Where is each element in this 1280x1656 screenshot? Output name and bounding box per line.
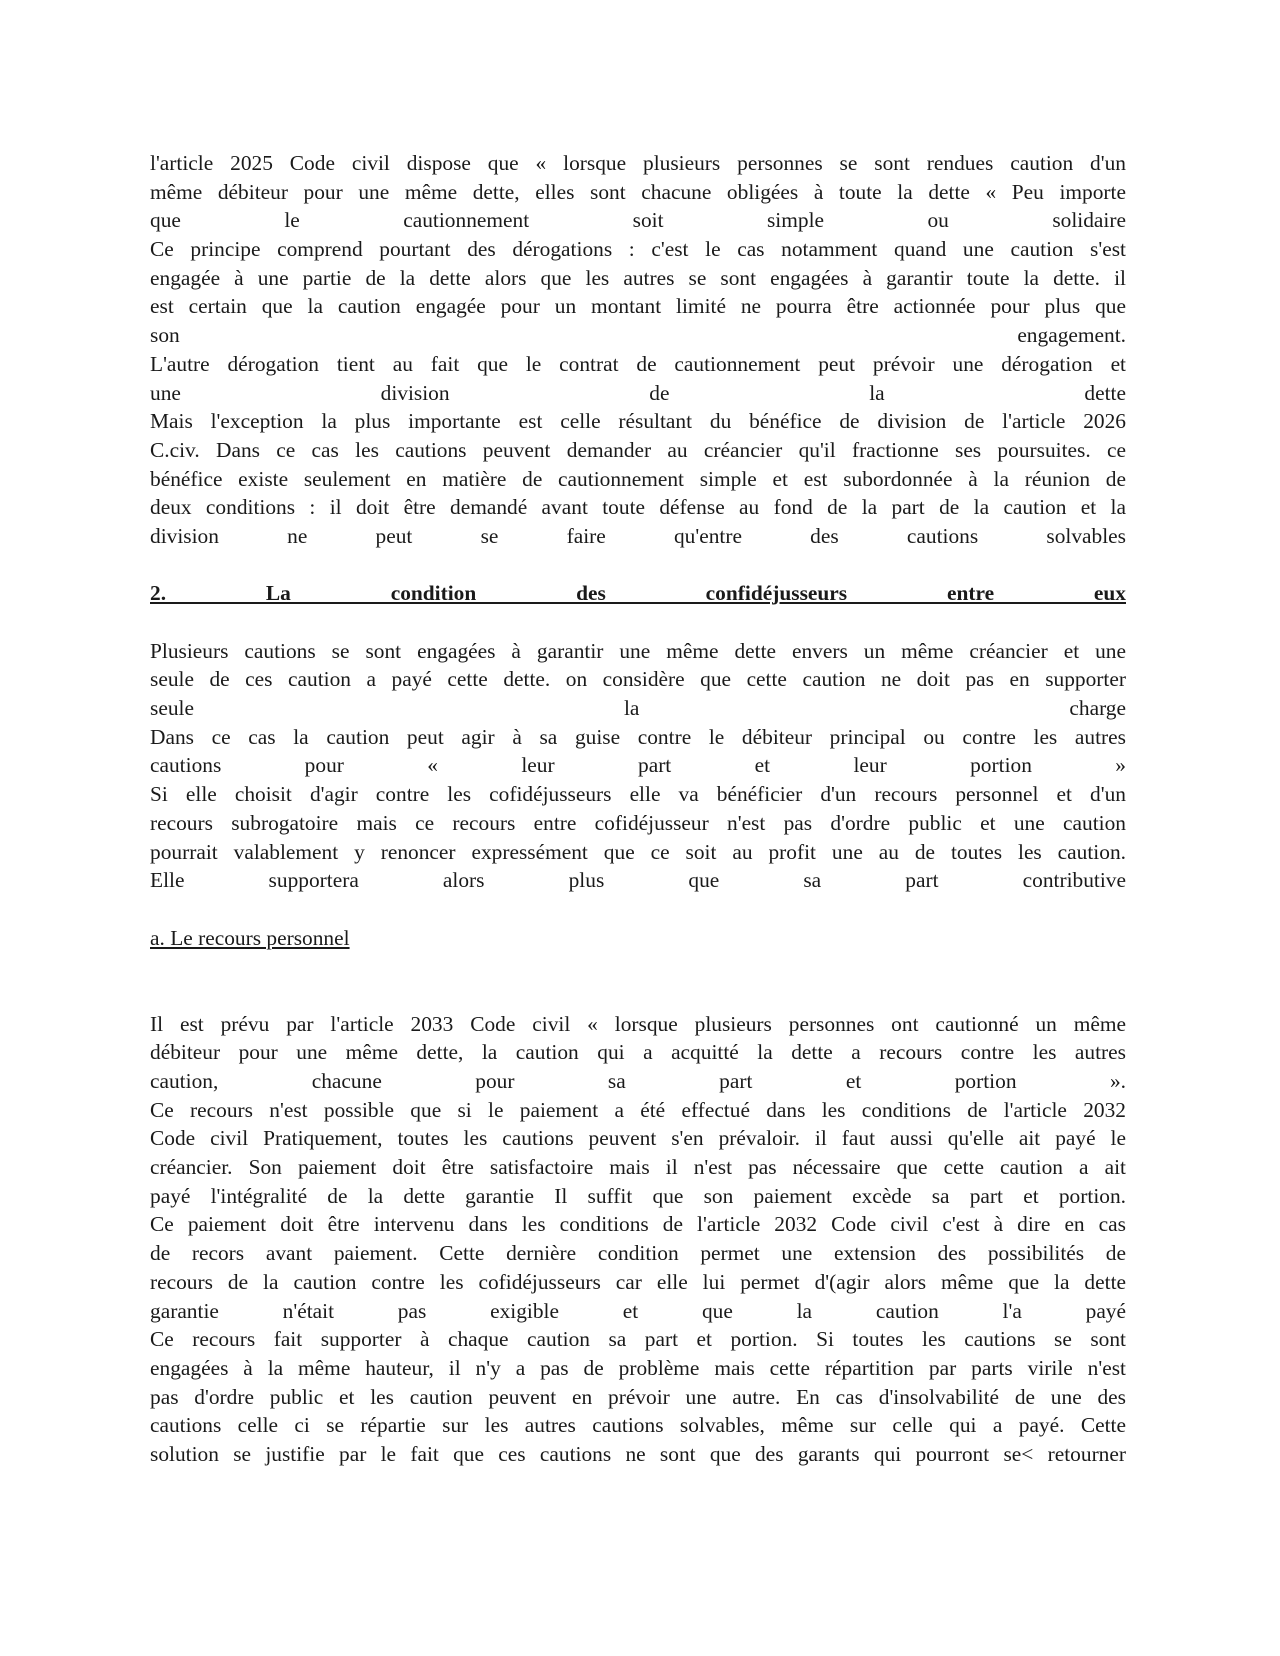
spacer <box>150 551 1126 580</box>
text-line: débiteur pour une même dette, la caution qui a acquitté la dette a recours contre les autres <box>150 1040 1126 1065</box>
text-line: Code civil Pratiquement, toutes les cautions peuvent s'en prévaloir. il faut aussi qu'elle ait payé le <box>150 1126 1126 1151</box>
text-line: cautions celle ci se répartie sur les autres cautions solvables, même sur celle qui a payé. Cette <box>150 1413 1126 1438</box>
paragraph-article-2025 <box>150 149 1126 551</box>
text-line: deux conditions : il doit être demandé avant toute défense au fond de la part de la caution et la <box>150 495 1126 520</box>
text-line: même débiteur pour une même dette, elles sont chacune obligées à toute la dette « Peu importe <box>150 179 1126 204</box>
text-line: une division de la dette <box>150 380 1126 405</box>
text-line: Si elle choisit d'agir contre les cofidéjusseurs elle va bénéficier d'un recours personnel et d'un <box>150 782 1126 807</box>
text-line: garantie n'était pas exigible et que la caution l'a payé <box>150 1298 1126 1323</box>
subsection-heading: a. Le recours personnel <box>150 925 350 950</box>
text-line: Ce recours fait supporter à chaque caution sa part et portion. Si toutes les cautions se sont <box>150 1327 1126 1352</box>
text-line: que le cautionnement soit simple ou solidaire <box>150 208 1126 233</box>
text-line: bénéfice existe seulement en matière de cautionnement simple et est subordonnée à la réunion de <box>150 466 1126 491</box>
spacer <box>150 952 1126 1009</box>
document-page <box>150 149 1126 1469</box>
text-line: créancier. Son paiement doit être satisfactoire mais il n'est pas nécessaire que cette caution a ait <box>150 1155 1126 1180</box>
text-line: recours de la caution contre les cofidéjusseurs car elle lui permet d'(agir alors même que la dette <box>150 1269 1126 1294</box>
text-line: Elle supportera alors plus que sa part contributive <box>150 868 1126 893</box>
paragraph-cofidejusseurs <box>150 637 1126 895</box>
text-line: recours subrogatoire mais ce recours entre cofidéjusseur n'est pas d'ordre public et une caution <box>150 810 1126 835</box>
text-line: seule la charge <box>150 696 1126 721</box>
text-line: Plusieurs cautions se sont engagées à garantir une même dette envers un même créancier et une <box>150 638 1126 663</box>
spacer <box>150 608 1126 637</box>
text-line: Mais l'exception la plus importante est celle résultant du bénéfice de division de l'article 2026 <box>150 409 1126 434</box>
text-line: seule de ces caution a payé cette dette. on considère que cette caution ne doit pas en supporter <box>150 667 1126 692</box>
section-heading: 2. La condition des confidéjusseurs entre eux <box>150 581 1126 606</box>
spacer <box>150 895 1126 924</box>
text-line: son engagement. <box>150 323 1126 348</box>
paragraph-recours-personnel <box>150 1010 1126 1469</box>
text-line: L'autre dérogation tient au fait que le contrat de cautionnement peut prévoir une dérogation et <box>150 351 1126 376</box>
text-line: payé l'intégralité de la dette garantie Il suffit que son paiement excède sa part et portion. <box>150 1183 1126 1208</box>
text-line: est certain que la caution engagée pour un montant limité ne pourra être actionnée pour plus que <box>150 294 1126 319</box>
text-line: Ce paiement doit être intervenu dans les conditions de l'article 2032 Code civil c'est à dire en cas <box>150 1212 1126 1237</box>
text-line: pourrait valablement y renoncer expressément que ce soit au profit une au de toutes les caution. <box>150 839 1126 864</box>
text-line: de recors avant paiement. Cette dernière condition permet une extension des possibilités de <box>150 1241 1126 1266</box>
text-line: l'article 2025 Code civil dispose que « lorsque plusieurs personnes se sont rendues caution d'un <box>150 151 1126 175</box>
text-line: Ce recours n'est possible que si le paiement a été effectué dans les conditions de l'article 2032 <box>150 1097 1126 1122</box>
text-line: Dans ce cas la caution peut agir à sa guise contre le débiteur principal ou contre les autres <box>150 724 1126 749</box>
text-line: pas d'ordre public et les caution peuvent en prévoir une autre. En cas d'insolvabilité de une des <box>150 1384 1126 1409</box>
text-line: solution se justifie par le fait que ces cautions ne sont que des garants qui pourront se< retourner <box>150 1441 1126 1466</box>
text-line: caution, chacune pour sa part et portion ». <box>150 1069 1126 1094</box>
text-line: Il est prévu par l'article 2033 Code civil « lorsque plusieurs personnes ont cautionné un même <box>150 1011 1126 1036</box>
text-line: Ce principe comprend pourtant des dérogations : c'est le cas notamment quand une caution s'est <box>150 237 1126 262</box>
text-line: engagées à la même hauteur, il n'y a pas de problème mais cette répartition par parts virile n'est <box>150 1355 1126 1380</box>
text-line: division ne peut se faire qu'entre des cautions solvables <box>150 523 1126 548</box>
text-line: C.civ. Dans ce cas les cautions peuvent demander au créancier qu'il fractionne ses poursuites. ce <box>150 437 1126 462</box>
text-line: cautions pour « leur part et leur portion » <box>150 753 1126 778</box>
text-line: engagée à une partie de la dette alors que les autres se sont engagées à garantir toute la dette. il <box>150 265 1126 290</box>
